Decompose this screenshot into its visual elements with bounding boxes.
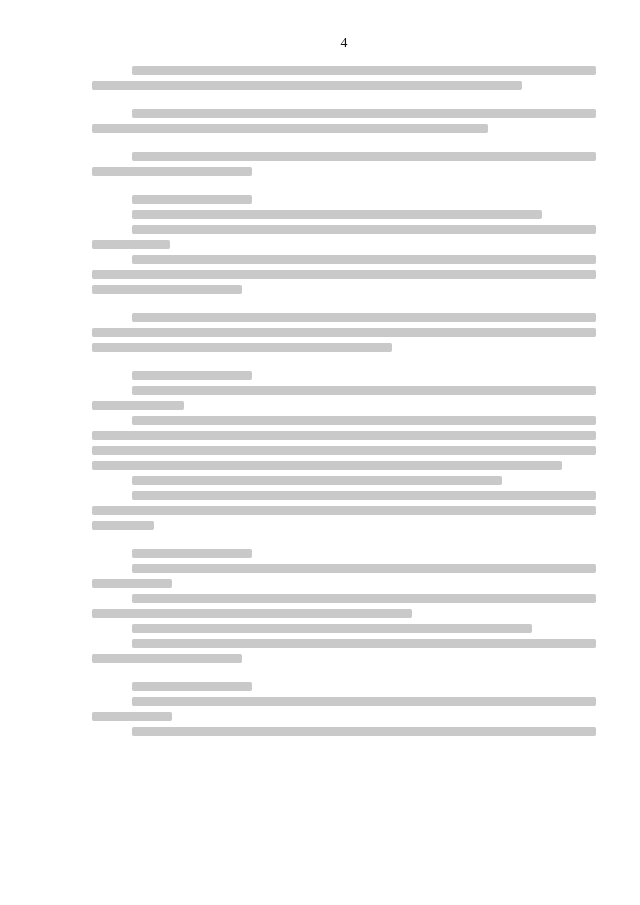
text-line-placeholder (92, 654, 242, 663)
text-line-placeholder (132, 697, 596, 706)
text-line-placeholder (132, 152, 596, 161)
paragraph-block (92, 549, 596, 663)
text-line-placeholder (92, 240, 170, 249)
text-line-placeholder (132, 624, 532, 633)
text-line-placeholder (92, 521, 154, 530)
text-line-placeholder (132, 109, 596, 118)
text-line-placeholder (132, 727, 596, 736)
text-line-placeholder (132, 225, 596, 234)
text-line-placeholder (132, 564, 596, 573)
text-line-placeholder (92, 712, 172, 721)
text-line-placeholder (132, 682, 252, 691)
text-line-placeholder (92, 401, 184, 410)
text-line-placeholder (92, 343, 392, 352)
page-number: 4 (340, 36, 348, 51)
text-line-placeholder (92, 328, 596, 337)
text-line-placeholder (132, 416, 596, 425)
text-line-placeholder (132, 255, 596, 264)
paragraph-block (92, 152, 596, 176)
paragraph-block (92, 195, 596, 294)
text-line-placeholder (132, 549, 252, 558)
text-line-placeholder (132, 476, 502, 485)
text-line-placeholder (92, 461, 562, 470)
text-line-placeholder (92, 609, 412, 618)
paragraph-block (92, 682, 596, 736)
document-body (92, 66, 596, 736)
text-line-placeholder (132, 66, 596, 75)
text-line-placeholder (92, 81, 522, 90)
text-line-placeholder (132, 371, 252, 380)
text-line-placeholder (132, 491, 596, 500)
text-line-placeholder (132, 195, 252, 204)
paragraph-block (92, 313, 596, 352)
text-line-placeholder (92, 167, 252, 176)
paragraph-block (92, 66, 596, 90)
text-line-placeholder (92, 506, 596, 515)
text-line-placeholder (92, 124, 488, 133)
text-line-placeholder (92, 431, 596, 440)
paragraph-block (92, 109, 596, 133)
text-line-placeholder (132, 639, 596, 648)
paragraph-block (92, 371, 596, 530)
text-line-placeholder (132, 313, 596, 322)
text-line-placeholder (92, 270, 596, 279)
text-line-placeholder (92, 579, 172, 588)
text-line-placeholder (132, 386, 596, 395)
text-line-placeholder (92, 285, 242, 294)
text-line-placeholder (132, 594, 596, 603)
text-line-placeholder (92, 446, 596, 455)
text-line-placeholder (132, 210, 542, 219)
